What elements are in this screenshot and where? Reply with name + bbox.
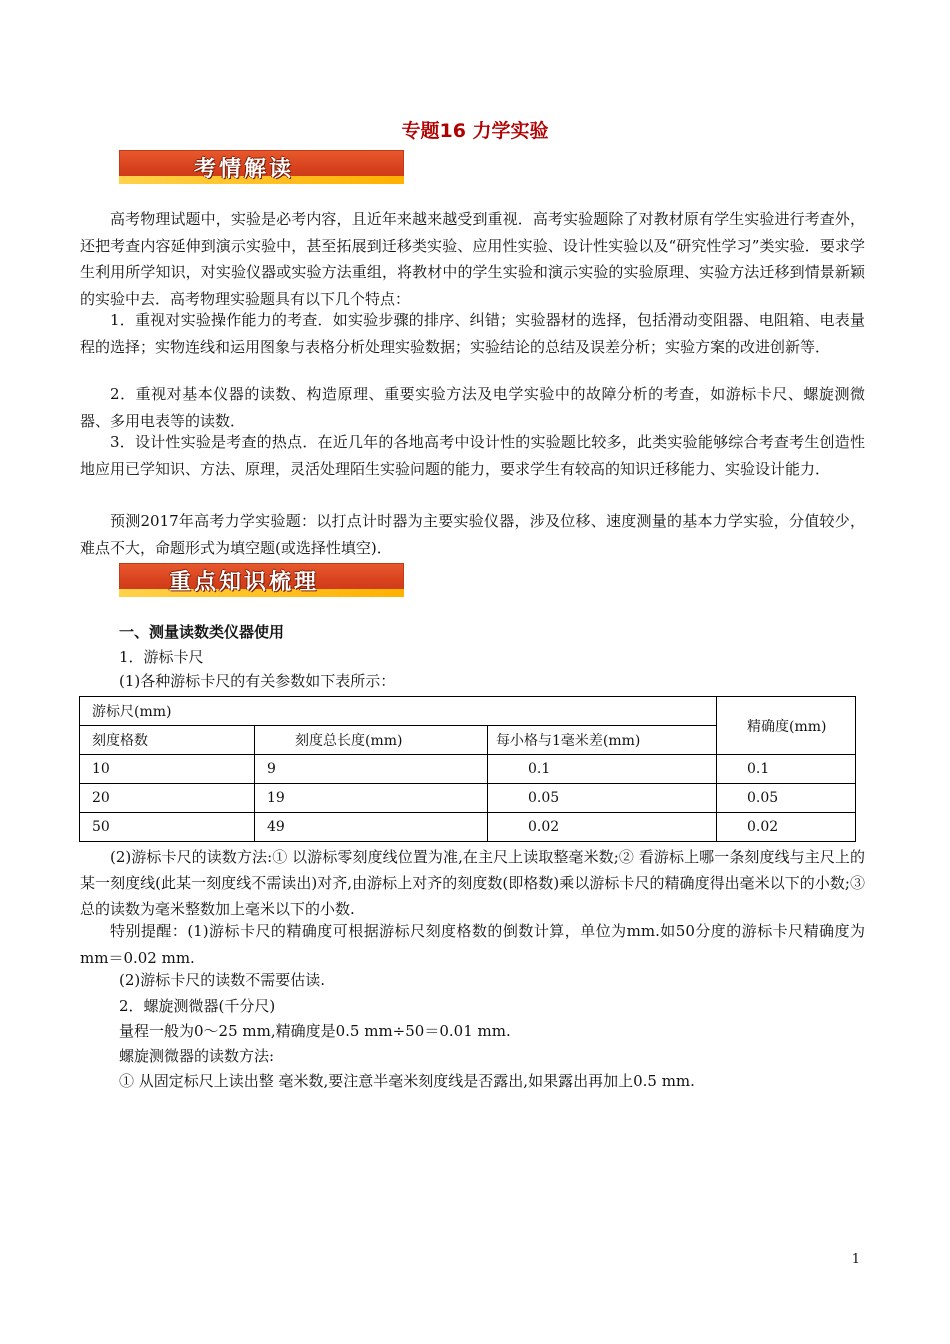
table-cell: 49 — [255, 813, 488, 842]
table-cell: 10 — [80, 755, 255, 784]
banner-label: 考情解读 — [193, 157, 294, 182]
table-cell: 0.1 — [717, 755, 856, 784]
page-number: 1 — [851, 1252, 860, 1267]
prediction-paragraph: 预测2017年高考力学实验题：以打点计时器为主要实验仪器，涉及位移、速度测量的基本力学实验，分值较少，难点不大，命题形式为填空题(或选择性填空)． — [80, 512, 865, 557]
page-title: 专题16 力学实验 — [401, 120, 549, 142]
table-row — [80, 784, 856, 813]
section-banner-key-knowledge — [119, 563, 404, 597]
table-column-header: 刻度总长度(mm) — [255, 726, 488, 755]
table-column-header: 每小格与1毫米差(mm) — [488, 726, 717, 755]
subsection-micrometer: 2．螺旋测微器(千分尺) — [119, 997, 276, 1015]
table-row — [80, 755, 856, 784]
table-cell: 20 — [80, 784, 255, 813]
table-precision-header: 精确度(mm) — [717, 697, 856, 755]
subsection-vernier-caliper: 1．游标卡尺 — [119, 648, 204, 666]
table-cell: 0.1 — [488, 755, 717, 784]
table-intro: (1)各种游标卡尺的有关参数如下表所示： — [119, 672, 396, 690]
table-cell: 9 — [255, 755, 488, 784]
point-1: 1．重视对实验操作能力的考查．如实验步骤的排序、纠错；实验器材的选择，包括滑动变阻器、电阻箱、电表量程的选择；实物连线和运用图象与表格分析处理实验数据；实验结论的总结及误差分析；实验方案的改进创新等． — [80, 311, 865, 356]
table-column-header: 刻度格数 — [80, 726, 255, 755]
point-2: 2．重视对基本仪器的读数、构造原理、重要实验方法及电学实验中的故障分析的考查，如游标卡尺、螺旋测微器、多用电表等的读数． — [80, 385, 865, 430]
special-tip-1: 特别提醒：(1)游标卡尺的精确度可根据游标尺刻度格数的倒数计算，单位为mm.如50分度的游标卡尺精确度为 mm＝0.02 mm. — [80, 922, 865, 967]
table-cell: 19 — [255, 784, 488, 813]
table-cell: 0.05 — [717, 784, 856, 813]
table-header-row — [80, 697, 856, 726]
intro-paragraph: 高考物理试题中，实验是必考内容，且近年来越来越受到重视．高考实验题除了对教材原有学生实验进行考查外，还把考查内容延伸到演示实验中，甚至拓展到迁移类实验、应用性实验、设计性实验以及“研究性学习”类实验．要求学生利用所学知识，对实验仪器或实验方法重组，将教材中的学生实验和演示实验的实验原理、实验方法迁移到情景新颖的实验中去．高考物理实验题具有以下几个特点： — [80, 210, 865, 308]
point-3: 3．设计性实验是考查的热点．在近几年的各地高考中设计性的实验题比较多，此类实验能够综合考查考生创造性地应用已学知识、方法、原理，灵活处理陌生实验问题的能力，要求学生有较高的知识迁移能力、实验设计能力． — [80, 433, 865, 478]
table-cell: 0.05 — [488, 784, 717, 813]
table-row — [80, 813, 856, 842]
vernier-parameter-table — [79, 696, 856, 842]
table-cell: 50 — [80, 813, 255, 842]
micrometer-range: 量程一般为0～25 mm,精确度是0.5 mm÷50＝0.01 mm. — [119, 1022, 511, 1040]
table-cell: 0.02 — [717, 813, 856, 842]
special-tip-2: (2)游标卡尺的读数不需要估读. — [119, 971, 326, 989]
section-heading: 一、测量读数类仪器使用 — [119, 623, 285, 641]
micrometer-method-heading: 螺旋测微器的读数方法: — [119, 1047, 275, 1065]
table-group-header: 游标尺(mm) — [80, 697, 717, 726]
banner-label: 重点知识梳理 — [168, 570, 319, 595]
reading-method-paragraph: (2)游标卡尺的读数方法:① 以游标零刻度线位置为准,在主尺上读取整毫米数;② 看游标上哪一条刻度线与主尺上的某一刻度线(此某一刻度线不需读出)对齐,由游标上对齐的刻度数(即格数)乘以游标卡尺的精确度得出毫米以下的小数;③ 总的读数为毫米整数加上毫米以下的小数. — [80, 848, 865, 918]
table-cell: 0.02 — [488, 813, 717, 842]
section-banner-exam-analysis — [119, 150, 404, 184]
micrometer-step-1: ① 从固定标尺上读出整 毫米数,要注意半毫米刻度线是否露出,如果露出再加上0.5 mm. — [119, 1072, 695, 1090]
